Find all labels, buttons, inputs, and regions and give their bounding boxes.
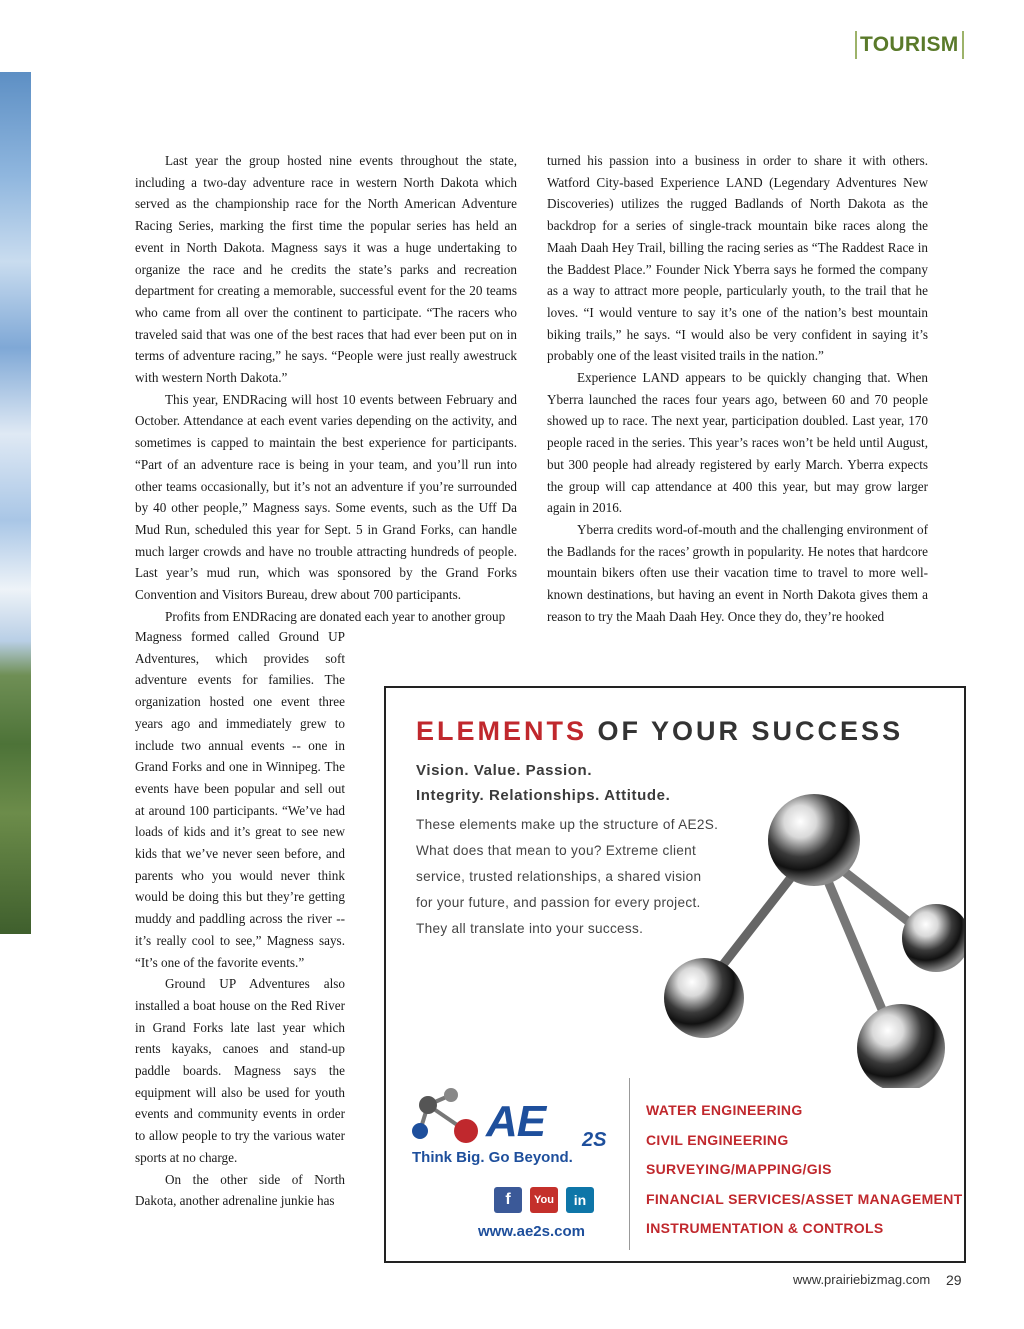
ae2s-wordmark: AE [486,1097,546,1146]
footer-url[interactable]: www.prairiebizmag.com [793,1272,931,1287]
advertisement-ae2s[interactable] [384,686,966,1263]
ad-line-2: Integrity. Relationships. Attitude. [416,787,671,804]
paragraph: On the other side of North Dakota, another adrenaline junkie has [135,1171,345,1209]
ad-body-line: for your future, and passion for every project. [416,895,701,910]
paragraph: Magness formed called Ground UP Adventures, which provides soft adventure events for families. The organization hosted one event three years ago and immediately grew to include two annual events -- one in Grand Forks and one in Winnipeg. The events have been popular and sell out at around 100 participants. “We’ve had loads of kids and it’s great to see new kids that we’ve never seen before, and parents who you would never think would be doing this but they’re getting muddy and paddling across the river -- it’s really cool to see,” Magness says. “It’s one of the favorite events.” [135,629,345,970]
ae2s-wordmark-sub: 2S [582,1129,607,1151]
paragraph: Profits from ENDRacing are donated each year to another group [165,608,506,624]
service-item: INSTRUMENTATION & CONTROLS [646,1220,884,1236]
section-tag: TOURISM [855,31,964,59]
page-number: 29 [946,1272,962,1288]
ad-headline-rest: OF YOUR SUCCESS [597,716,904,746]
youtube-icon[interactable]: You [530,1187,558,1213]
article-column-right [547,150,928,627]
services-list [646,1096,962,1244]
service-item: CIVIL ENGINEERING [646,1131,789,1148]
ad-body-line: What does that mean to you? Extreme client [416,843,697,858]
ad-divider [629,1078,630,1250]
paragraph: Experience LAND appears to be quickly changing that. When Yberra launched the races four years ago, between 60 and 70 people showed up to race. The next year, participation doubled. Last year, 170 people raced in the series. This year’s races won’t be held until August, but 300 people had already registered by early March. Yberra expects the group will cap attendance at 400 this year, but may grow larger again in 2016. [547,370,928,516]
ae2s-url[interactable]: www.ae2s.com [478,1223,585,1240]
landscape-photo-strip [0,72,31,934]
paragraph: Last year the group hosted nine events throughout the state, including a two-day adventure race in western North Dakota which served as the championship race for the North American Adventure Racing Series, marking the first time the popular series has held an event in North Dakota. Magness says it was a huge undertaking to organize the race and he credits the state’s parks and recreation department for creating a memorable, successful event for the 20 teams who came from all over the continent to participate. “The racers who traveled said that was one of the best races that had ever been put on in terms of adventure racing,” he says. “People were just really awestruck with western North Dakota.” [135,153,517,386]
article-column-narrow [135,626,345,1212]
article-column-left [135,150,517,627]
ad-body-line: These elements make up the structure of AE2S. [416,817,719,832]
service-item: WATER ENGINEERING [646,1102,803,1118]
ad-headline-red: ELEMENTS [416,716,588,746]
ad-body-line: They all translate into your success. [416,921,644,936]
ae2s-logo[interactable] [406,1083,631,1253]
ad-headline [416,716,903,747]
atom-logo-icon [406,1083,486,1153]
facebook-icon[interactable]: f [494,1187,522,1213]
paragraph: turned his passion into a business in order to share it with others. Watford City-based Experience LAND (Legendary Adventures New Discoveries) utilizes the rugged Badlands of North Dakota as the backdrop for a series of single-track mountain bike races along the Maah Daah Hey Trail, billing the racing series as “The Raddest Race in the Baddest Place.” Founder Nick Yberra says he formed the company as a way to attract more people, particularly youth, to the trail that he loves. “I would venture to say it’s one of the nation’s best mountain biking trails,” he says. “I would also be very confident in saying it’s probably one of the least visited trails in the nation.” [547,153,928,364]
ae2s-tagline: Think Big. Go Beyond. [412,1149,573,1166]
paragraph: This year, ENDRacing will host 10 events between February and October. Attendance at each event varies depending on the activity, and sometimes is capped to maintain the best experience for participants. “Part of an adventure race is being in your team, and you’ll run into other teams occasionally, but it’s not an adventure if you’re surrounded by 40 other people,” Magness says. Some events, such as the Uff Da Mud Run, scheduled this year for Sept. 5 in Grand Forks, can handle much larger crowds and have no trouble attracting hundreds of people. Last year’s mud run, which was sponsored by the Grand Forks Convention and Visitors Bureau, drew about 700 participants. [135,391,517,603]
ad-line-1: Vision. Value. Passion. [416,762,593,779]
ad-body-line: service, trusted relationships, a shared vision [416,869,702,884]
service-item: SURVEYING/MAPPING/GIS [646,1161,832,1177]
linkedin-icon[interactable]: in [566,1187,594,1213]
paragraph: Yberra credits word-of-mouth and the challenging environment of the Badlands for the races’ growth in popularity. He notes that hardcore mountain bikers often use their vacation time to travel to more well-known destinations, but having an event in North Dakota gives them a reason to try the Maah Daah Hey. Once they do, they’re hooked [547,521,928,624]
service-item: FINANCIAL SERVICES/ASSET MANAGEMENT [646,1190,963,1207]
molecule-illustration [636,768,966,1088]
paragraph: Ground UP Adventures also installed a boat house on the Red River in Grand Forks late last year which rents kayaks, canoes and stand-up paddle boards. Magness says the equipment will also be used for youth events and community events in order to allow people to try the various water sports at no charge. [135,976,345,1165]
